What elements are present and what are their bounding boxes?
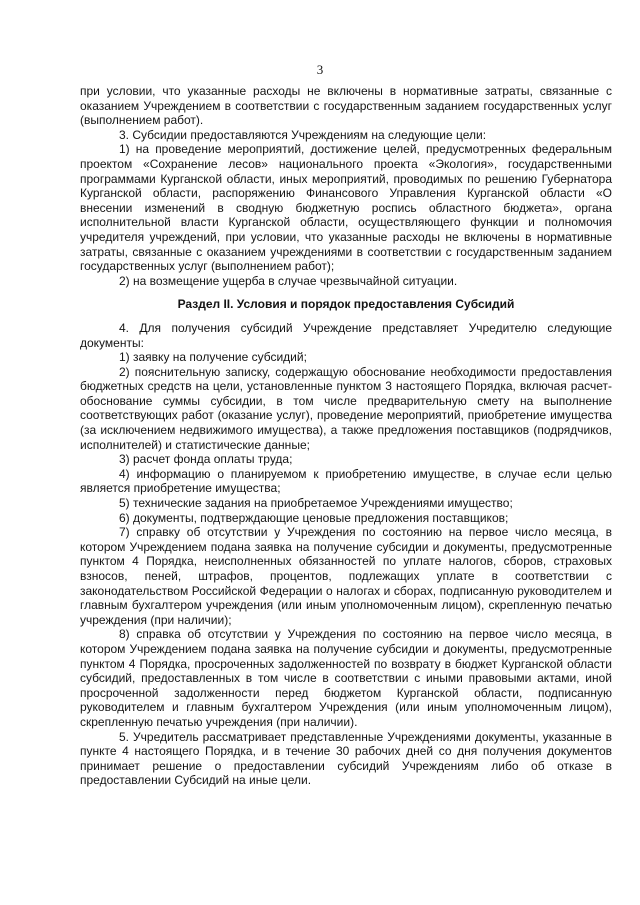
paragraph-item-4-1: 1) заявку на получение субсидий; — [119, 350, 307, 365]
paragraph-item-4: 4. Для получения субсидий Учреждение представляет Учредителю следующие документы: — [80, 320, 612, 350]
paragraph-item-4-7: 7) справку об отсутствии у Учреждения по состоянию на первое число месяца, в котором Учреждением подана заявка на получение субсидии и документы, предусмотренные пунктом 4 Порядка, неисполненных обязанностей по уплате налогов, сборов, страховых взносов, пеней, штрафов, процентов, подлежащих уплате в соответствии с законодательством Российской Федерации о налогах и сборах, подписанную руководителем и главным бухгалтером учреждения (или иным уполномоченным лицом), скрепленную печатью учреждения (при наличии); — [80, 525, 612, 627]
document-body — [80, 84, 612, 788]
paragraph-item-3-1: 1) на проведение мероприятий, достижение целей, предусмотренных федеральным проектом «Сохранение лесов» национального проекта «Экология», государственными программами Курганской области, иных мероприятий, проводимых по решению Губернатора Курганской области, распоряжению Финансового Управления Курганской области «О внесении изменений в сводную бюджетную роспись областного бюджета», органа исполнительной власти Курганской области, осуществляющего функции и полномочия учредителя учреждений, при условии, что указанные расходы не включены в нормативные затраты, связанные с оказанием учреждениями в соответствии с государственным заданием государственных услуг (выполнением работ); — [80, 142, 612, 274]
paragraph-item-4-4: 4) информацию о планируемом к приобретению имуществе, в случае если целью является приобретение имущества; — [80, 466, 612, 496]
paragraph-item-4-6: 6) документы, подтверждающие ценовые предложения поставщиков; — [119, 510, 509, 525]
paragraph-item-4-8: 8) справка об отсутствии у Учреждения по состоянию на первое число месяца, в котором Учреждением подана заявка на получение субсидии и документы, предусмотренные пунктом 4 Порядка, просроченных задолженностей по возврату в бюджет Курганской области субсидий, предоставленных в том числе в соответствии с иными правовыми актами, иной просроченной задолженности перед бюджетом Курганской области, подписанную руководителем и главным бухгалтером Учреждения (или иным уполномоченным лицом), скрепленную печатью учреждения (при наличии). — [80, 627, 612, 729]
paragraph-item-5: 5. Учредитель рассматривает представленные Учреждениями документы, указанные в пункте 4 настоящего Порядка, и в течение 30 рабочих дней со дня получения документов принимает решение о предоставлении субсидий Учреждениям либо об отказе в предоставлении Субсидий на иные цели. — [80, 729, 612, 788]
paragraph-item-4-5: 5) технические задания на приобретаемое Учреждениями имущество; — [119, 496, 513, 511]
paragraph-item-4-2: 2) пояснительную записку, содержащую обоснование необходимости предоставления бюджетных средств на цели, установленные пунктом 3 настоящего Порядка, включая расчет-обоснование суммы субсидии, в том числе предварительную смету на выполнение соответствующих работ (оказание услуг), проведение мероприятий, приобретение имущества (за исключением недвижимого имущества), а также предложения поставщиков (подрядчиков, исполнителей) и статистические данные; — [80, 364, 612, 452]
paragraph-item-4-3: 3) расчет фонда оплаты труда; — [119, 452, 293, 467]
paragraph-continuation: при условии, что указанные расходы не включены в нормативные затраты, связанные с оказанием Учреждением в соответствии с государственным заданием государственных услуг (выполнением работ). — [80, 84, 612, 128]
paragraph-item-3: 3. Субсидии предоставляются Учреждениям на следующие цели: — [119, 127, 487, 142]
section-heading: Раздел II. Условия и порядок предоставления Субсидий — [177, 297, 515, 312]
page-number: 3 — [316, 62, 324, 77]
paragraph-item-3-2: 2) на возмещение ущерба в случае чрезвычайной ситуации. — [119, 273, 458, 288]
